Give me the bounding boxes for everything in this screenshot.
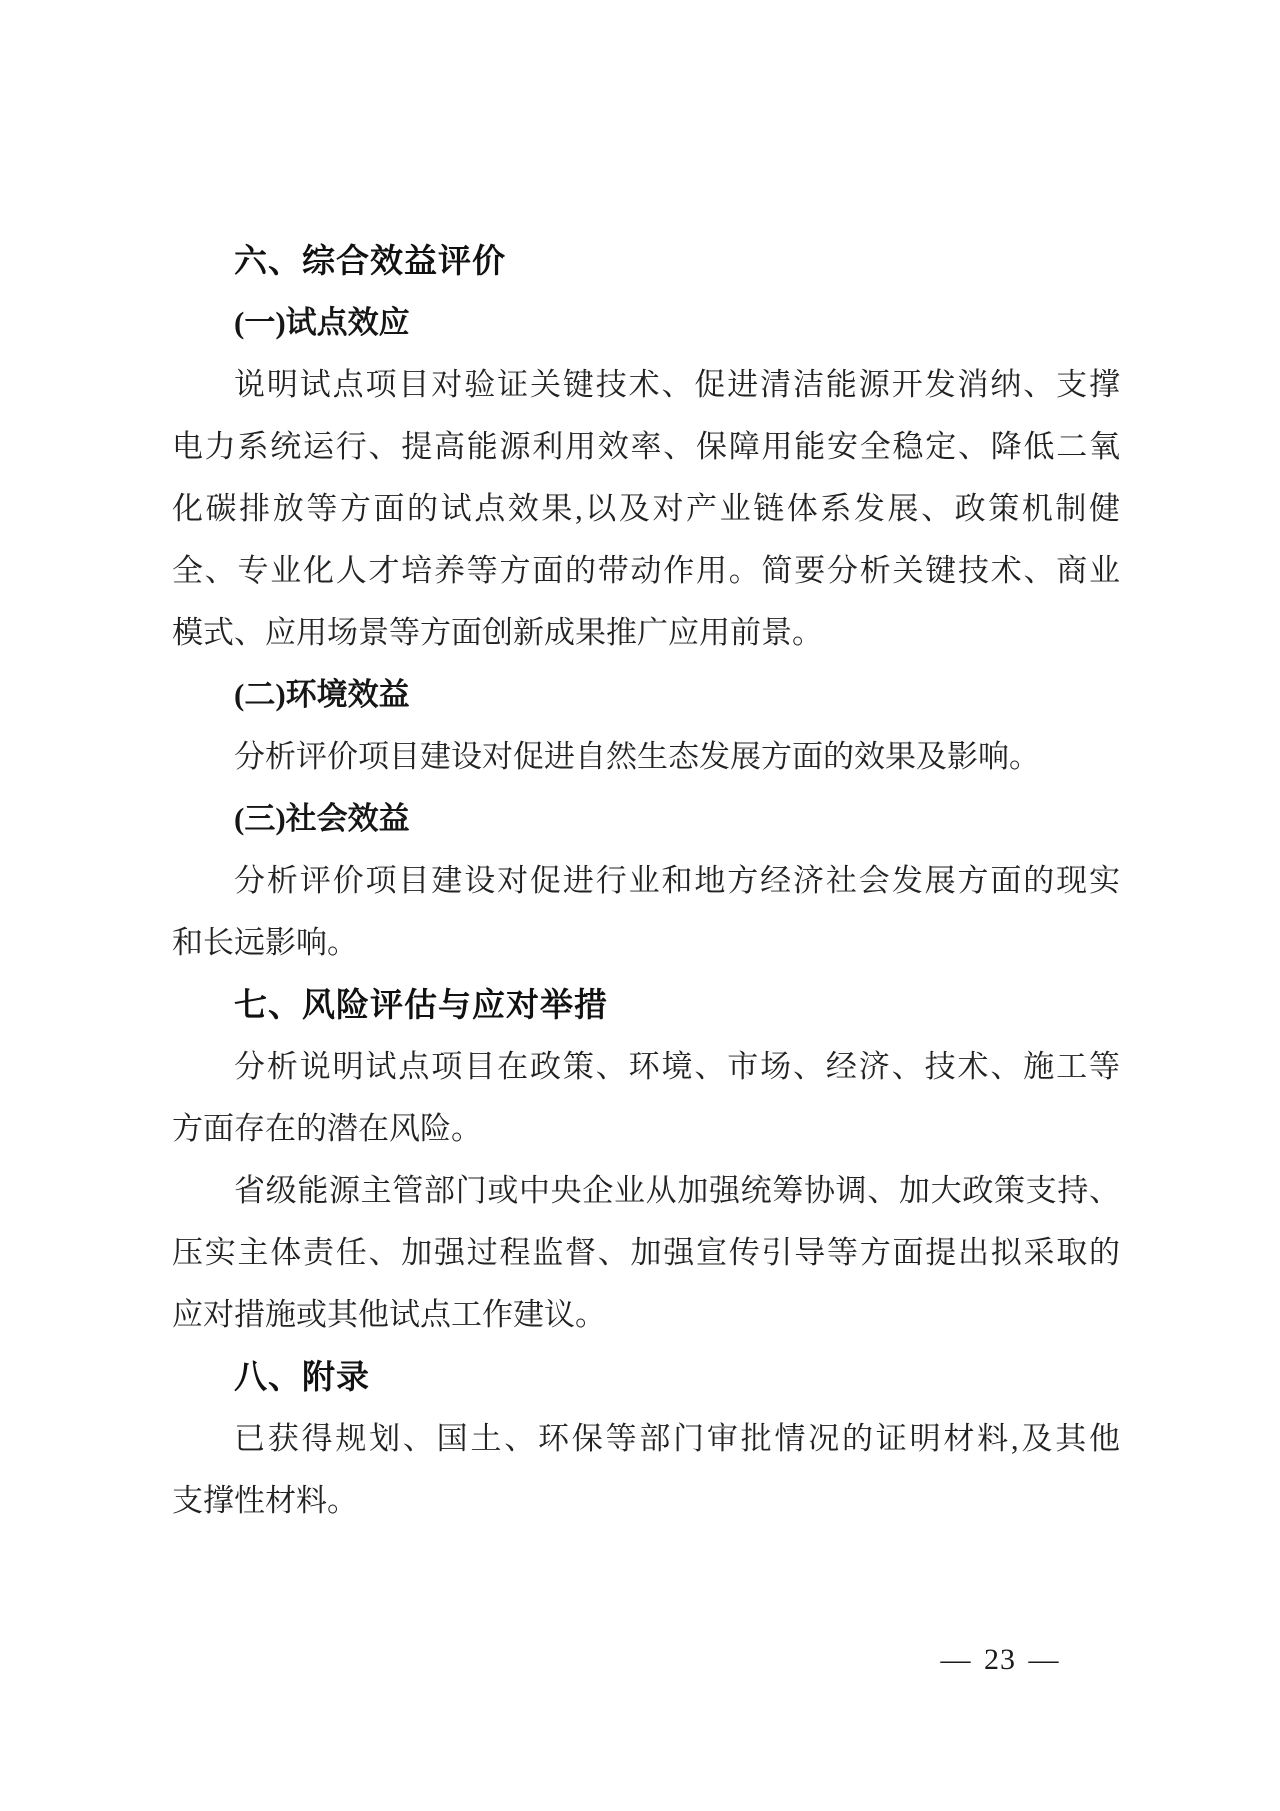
paragraph-line: 省级能源主管部门或中央企业从加强统筹协调、加大政策支持、 xyxy=(234,1173,1120,1208)
subsection-heading-pilot-effect xyxy=(172,292,1120,354)
section-heading-seven xyxy=(172,974,1120,1036)
heading-line: 七、风险评估与应对举措 xyxy=(234,986,608,1023)
body-paragraph xyxy=(172,726,1120,788)
paragraph-line: 分析评价项目建设对促进行业和地方经济社会发展方面的现实 xyxy=(234,863,1120,898)
document-body xyxy=(172,230,1120,1532)
paragraph-line: 模式、应用场景等方面创新成果推广应用前景。 xyxy=(172,615,823,650)
body-paragraph xyxy=(172,1408,1120,1532)
page-number: — 23 — xyxy=(940,1643,1060,1676)
paragraph-line: 支撑性材料。 xyxy=(172,1483,358,1518)
paragraph-line: 全、专业化人才培养等方面的带动作用。简要分析关键技术、商业 xyxy=(172,553,1120,588)
paragraph-line: 压实主体责任、加强过程监督、加强宣传引导等方面提出拟采取的 xyxy=(172,1235,1120,1270)
paragraph-line: 电力系统运行、提高能源利用效率、保障用能安全稳定、降低二氧 xyxy=(172,429,1120,464)
body-paragraph xyxy=(172,1036,1120,1160)
heading-line: 六、综合效益评价 xyxy=(234,242,506,279)
paragraph-line: 和长远影响。 xyxy=(172,925,358,960)
body-paragraph xyxy=(172,1160,1120,1346)
subsection-heading-social-benefit xyxy=(172,788,1120,850)
paragraph-line: 已获得规划、国土、环保等部门审批情况的证明材料,及其他 xyxy=(234,1421,1120,1456)
subsection-heading-environmental-benefit xyxy=(172,664,1120,726)
paragraph-line: 分析评价项目建设对促进自然生态发展方面的效果及影响。 xyxy=(234,739,1040,774)
body-paragraph xyxy=(172,850,1120,974)
paragraph-line: 说明试点项目对验证关键技术、促进清洁能源开发消纳、支撑 xyxy=(234,367,1120,402)
paragraph-line: 方面存在的潜在风险。 xyxy=(172,1111,482,1146)
section-heading-eight xyxy=(172,1346,1120,1408)
section-heading-six xyxy=(172,230,1120,292)
heading-line: (二)环境效益 xyxy=(234,677,410,712)
heading-line: 八、附录 xyxy=(234,1358,370,1395)
paragraph-line: 应对措施或其他试点工作建议。 xyxy=(172,1297,606,1332)
paragraph-line: 分析说明试点项目在政策、环境、市场、经济、技术、施工等 xyxy=(234,1049,1120,1084)
body-paragraph xyxy=(172,354,1120,664)
paragraph-line: 化碳排放等方面的试点效果,以及对产业链体系发展、政策机制健 xyxy=(172,491,1120,526)
heading-line: (三)社会效益 xyxy=(234,801,410,836)
heading-line: (一)试点效应 xyxy=(234,305,410,340)
